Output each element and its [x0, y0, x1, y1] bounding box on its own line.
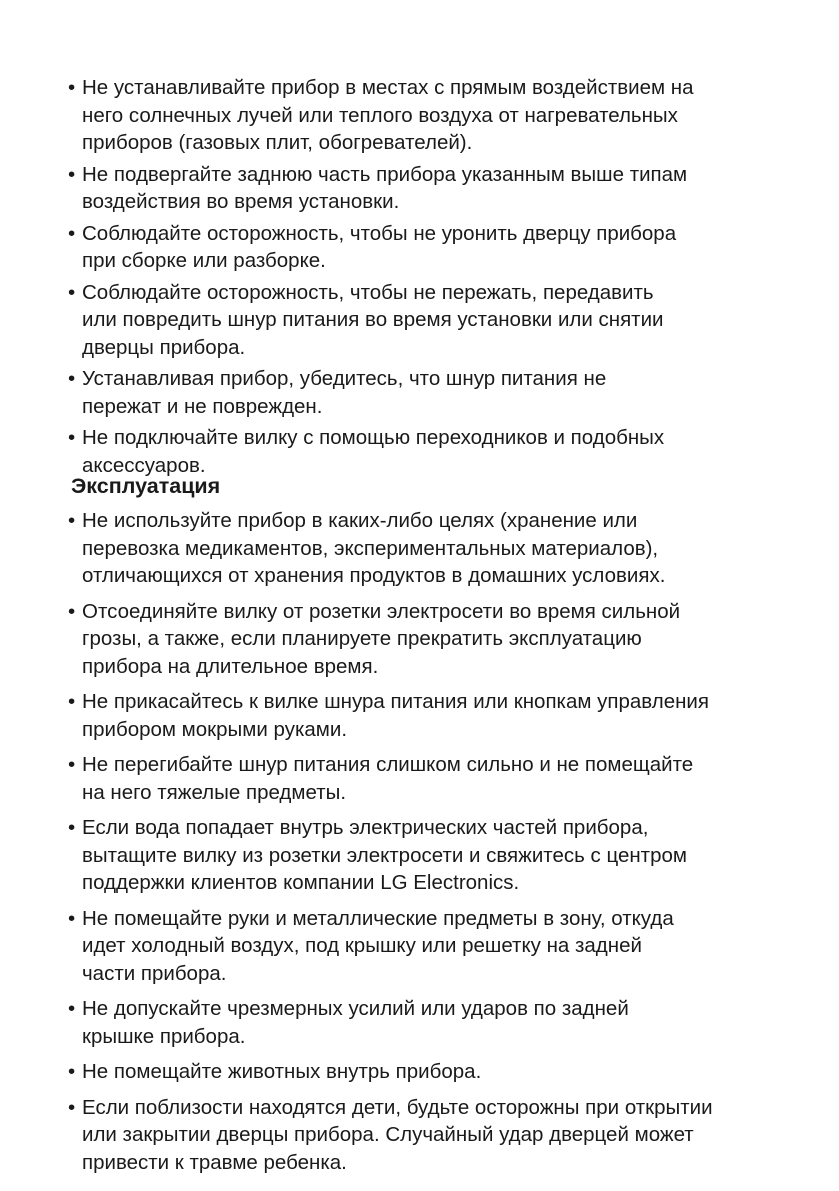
list-item: • Не используйте прибор в каких-либо целях (хранение или перевозка медикаментов, экспериментальных материалов), отличающихся от хранения продуктов в домашних условиях. — [70, 507, 818, 590]
list-item: • Если поблизости находятся дети, будьте осторожны при открытии или закрытии дверцы прибора. Случайный удар дверцей может привести к травме ребенка. — [70, 1094, 818, 1177]
operation-list — [70, 507, 818, 1176]
list-item: • Не перегибайте шнур питания слишком сильно и не помещайте на него тяжелые предметы. — [70, 751, 818, 806]
installation-list — [70, 74, 818, 479]
list-item: • Не допускайте чрезмерных усилий или ударов по задней крышке прибора. — [70, 995, 818, 1050]
list-item: • Соблюдайте осторожность, чтобы не уронить дверцу прибора при сборке или разборке. — [70, 220, 818, 275]
list-item: • Отсоединяйте вилку от розетки электросети во время сильной грозы, а также, если планируете прекратить эксплуатацию прибора на длительное время. — [70, 598, 818, 681]
list-item: • Не помещайте руки и металлические предметы в зону, откуда идет холодный воздух, под крышку или решетку на задней части прибора. — [70, 905, 818, 988]
list-item: • Не подвергайте заднюю часть прибора указанным выше типам воздействия во время установки. — [70, 161, 818, 216]
list-item: • Не помещайте животных внутрь прибора. — [70, 1058, 818, 1086]
list-item: • Не подключайте вилку с помощью переходников и подобных аксессуаров. — [70, 424, 818, 479]
list-item: • Соблюдайте осторожность, чтобы не пережать, передавить или повредить шнур питания во время установки или снятии дверцы прибора. — [70, 279, 818, 362]
list-item: • Если вода попадает внутрь электрических частей прибора, вытащите вилку из розетки электросети и свяжитесь с центром поддержки клиентов компании LG Electronics. — [70, 814, 818, 897]
list-item: • Не прикасайтесь к вилке шнура питания или кнопкам управления прибором мокрыми руками. — [70, 688, 818, 743]
section-heading-operation: Эксплуатация — [71, 474, 221, 498]
list-item: • Не устанавливайте прибор в местах с прямым воздействием на него солнечных лучей или теплого воздуха от нагревательных приборов (газовых плит, обогревателей). — [70, 74, 818, 157]
list-item: • Устанавливая прибор, убедитесь, что шнур питания не пережат и не поврежден. — [70, 365, 818, 420]
